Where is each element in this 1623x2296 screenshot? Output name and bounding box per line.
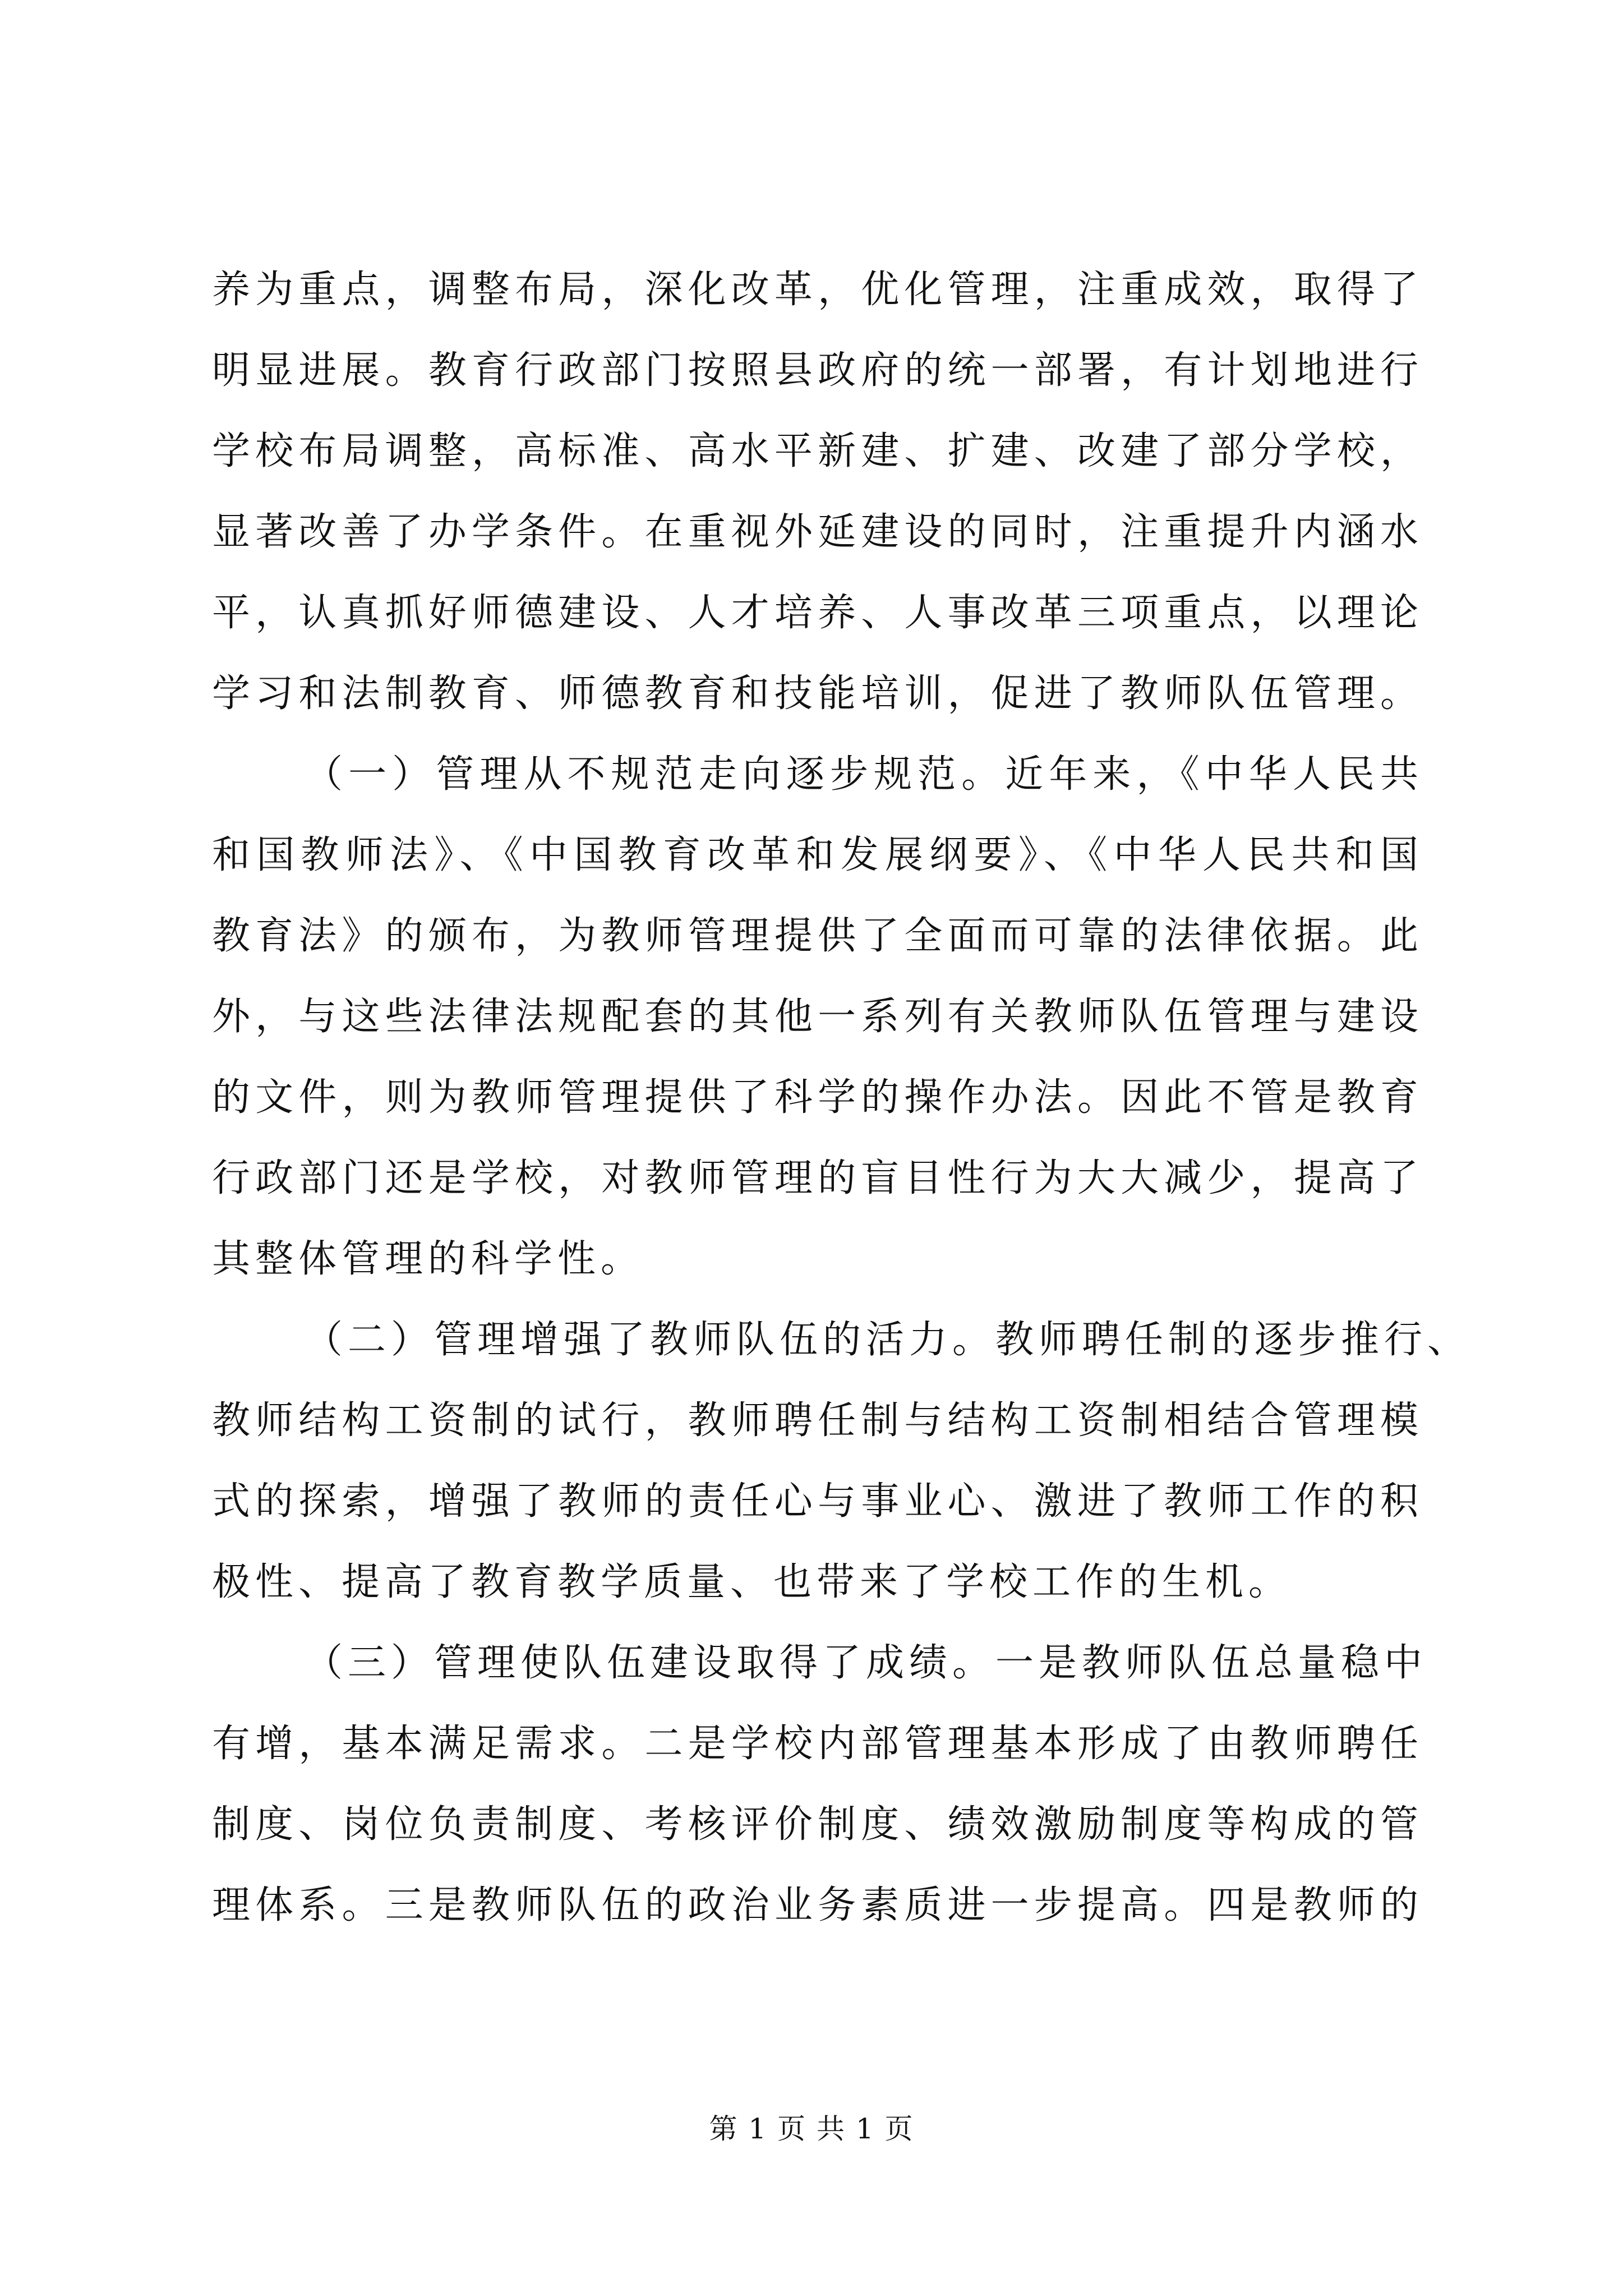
text-line: 有增，基本满足需求。二是学校内部管理基本形成了由教师聘任 [212, 1722, 1423, 1766]
text-line: 制度、岗位负责制度、考核评价制度、绩效激励制度等构成的管 [212, 1802, 1423, 1847]
text-line: 和国教师法》、《中国教育改革和发展纲要》、《中华人民共和国 [212, 833, 1423, 877]
page-number-footer: 第 1 页 共 1 页 [709, 2113, 914, 2145]
text-line: 其整体管理的科学性。 [212, 1237, 644, 1281]
document-body [212, 250, 1471, 1946]
text-line: （二）管理增强了教师队伍的活力。教师聘任制的逐步推行、 [305, 1318, 1471, 1362]
text-line: 学校布局调整，高标准、高水平新建、扩建、改建了部分学校， [212, 429, 1423, 473]
text-line: 教育法》的颁布，为教师管理提供了全面而可靠的法律依据。此 [212, 914, 1423, 958]
paragraph [212, 1623, 1428, 1946]
paragraph [212, 1300, 1471, 1623]
text-line: 外，与这些法律法规配套的其他一系列有关教师队伍管理与建设 [212, 995, 1423, 1039]
paragraph [212, 250, 1423, 734]
text-line: （三）管理使队伍建设取得了成绩。一是教师队伍总量稳中 [305, 1641, 1428, 1685]
paragraph [212, 734, 1423, 1300]
text-line: 教师结构工资制的试行，教师聘任制与结构工资制相结合管理模 [212, 1398, 1423, 1443]
text-line: 理体系。三是教师队伍的政治业务素质进一步提高。四是教师的 [212, 1883, 1423, 1927]
text-line: 显著改善了办学条件。在重视外延建设的同时，注重提升内涵水 [212, 510, 1423, 554]
text-line: 学习和法制教育、师德教育和技能培训，促进了教师队伍管理。 [212, 671, 1423, 716]
text-line: 行政部门还是学校，对教师管理的盲目性行为大大减少，提高了 [212, 1156, 1423, 1200]
text-line: 的文件，则为教师管理提供了科学的操作办法。因此不管是教育 [212, 1075, 1423, 1120]
text-line: （一）管理从不规范走向逐步规范。近年来，《中华人民共 [305, 752, 1423, 797]
text-line: 明显进展。教育行政部门按照县政府的统一部署，有计划地进行 [212, 348, 1423, 393]
text-line: 极性、提高了教育教学质量、也带来了学校工作的生机。 [212, 1560, 1292, 1604]
text-line: 式的探索，增强了教师的责任心与事业心、激进了教师工作的积 [212, 1479, 1423, 1524]
text-line: 平，认真抓好师德建设、人才培养、人事改革三项重点，以理论 [212, 591, 1423, 635]
text-line: 养为重点，调整布局，深化改革，优化管理，注重成效，取得了 [212, 268, 1423, 312]
